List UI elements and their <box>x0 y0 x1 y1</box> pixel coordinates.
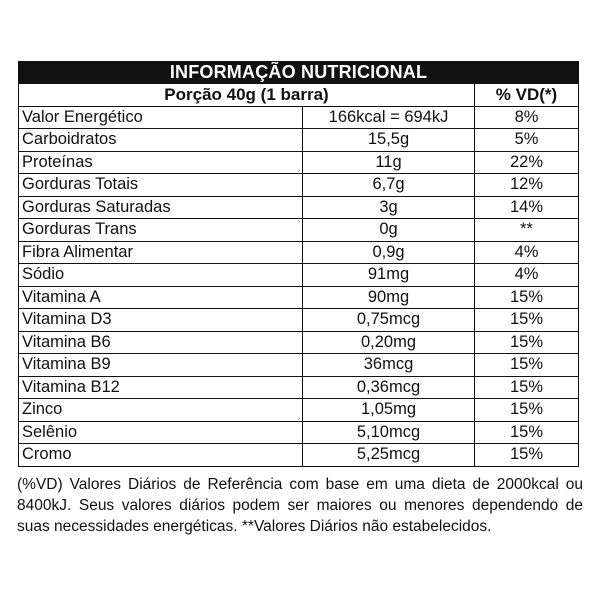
nutrient-quantity: 1,05mg <box>303 399 475 422</box>
nutrient-vd: 5% <box>475 129 579 152</box>
footnote: (%VD) Valores Diários de Referência com base em uma dieta de 2000kcal ou 8400kJ. Seus valores diários podem ser maiores ou menores dependendo de suas necessidades energéticas. **Valores Diários não estabelecidos. <box>17 476 583 535</box>
table-row <box>19 421 579 444</box>
table-row <box>19 444 579 467</box>
nutrient-quantity: 91mg <box>303 264 475 287</box>
nutrient-quantity: 0,75mcg <box>303 309 475 332</box>
nutrient-quantity: 0g <box>303 219 475 242</box>
nutrient-quantity: 0,36mcg <box>303 376 475 399</box>
table-row <box>19 196 579 219</box>
nutrient-quantity: 0,20mg <box>303 331 475 354</box>
vd-header: % VD(*) <box>475 84 579 107</box>
nutrient-name: Selênio <box>19 421 303 444</box>
nutrient-name: Vitamina B12 <box>19 376 303 399</box>
nutrient-name: Carboidratos <box>19 129 303 152</box>
nutrient-quantity: 3g <box>303 196 475 219</box>
table-row <box>19 106 579 129</box>
nutrient-vd: 15% <box>475 399 579 422</box>
table-row <box>19 219 579 242</box>
nutrient-quantity: 5,10mcg <box>303 421 475 444</box>
nutrient-name: Gorduras Trans <box>19 219 303 242</box>
table-row <box>19 241 579 264</box>
nutrient-vd: 15% <box>475 354 579 377</box>
table-row <box>19 309 579 332</box>
table-title: INFORMAÇÃO NUTRICIONAL <box>19 62 579 84</box>
nutrient-name: Proteínas <box>19 151 303 174</box>
nutrition-label <box>18 61 578 467</box>
table-row <box>19 174 579 197</box>
table-row <box>19 264 579 287</box>
nutrient-name: Cromo <box>19 444 303 467</box>
nutrient-quantity: 6,7g <box>303 174 475 197</box>
nutrient-quantity: 11g <box>303 151 475 174</box>
portion-header: Porção 40g (1 barra) <box>19 84 475 107</box>
nutrient-quantity: 5,25mcg <box>303 444 475 467</box>
nutrient-quantity: 166kcal = 694kJ <box>303 106 475 129</box>
nutrient-quantity: 0,9g <box>303 241 475 264</box>
nutrient-name: Vitamina B9 <box>19 354 303 377</box>
nutrient-name: Vitamina D3 <box>19 309 303 332</box>
nutrient-vd: 15% <box>475 421 579 444</box>
nutrition-table <box>18 61 579 467</box>
table-row <box>19 151 579 174</box>
nutrient-name: Zinco <box>19 399 303 422</box>
nutrient-quantity: 90mg <box>303 286 475 309</box>
nutrient-quantity: 36mcg <box>303 354 475 377</box>
table-row <box>19 399 579 422</box>
nutrient-quantity: 15,5g <box>303 129 475 152</box>
nutrient-vd: 15% <box>475 309 579 332</box>
nutrient-name: Gorduras Totais <box>19 174 303 197</box>
nutrient-name: Valor Energético <box>19 106 303 129</box>
nutrient-vd: 4% <box>475 241 579 264</box>
nutrient-name: Vitamina A <box>19 286 303 309</box>
nutrient-vd: 4% <box>475 264 579 287</box>
nutrient-vd: 22% <box>475 151 579 174</box>
nutrient-vd: ** <box>475 219 579 242</box>
nutrient-name: Vitamina B6 <box>19 331 303 354</box>
nutrient-vd: 15% <box>475 444 579 467</box>
table-header-row <box>19 84 579 107</box>
nutrient-vd: 15% <box>475 376 579 399</box>
nutrient-vd: 15% <box>475 331 579 354</box>
nutrient-vd: 14% <box>475 196 579 219</box>
nutrient-vd: 12% <box>475 174 579 197</box>
nutrient-name: Sódio <box>19 264 303 287</box>
nutrient-name: Fibra Alimentar <box>19 241 303 264</box>
table-row <box>19 129 579 152</box>
table-row <box>19 376 579 399</box>
table-row <box>19 354 579 377</box>
nutrient-vd: 15% <box>475 286 579 309</box>
table-row <box>19 331 579 354</box>
nutrient-name: Gorduras Saturadas <box>19 196 303 219</box>
nutrient-vd: 8% <box>475 106 579 129</box>
table-row <box>19 286 579 309</box>
